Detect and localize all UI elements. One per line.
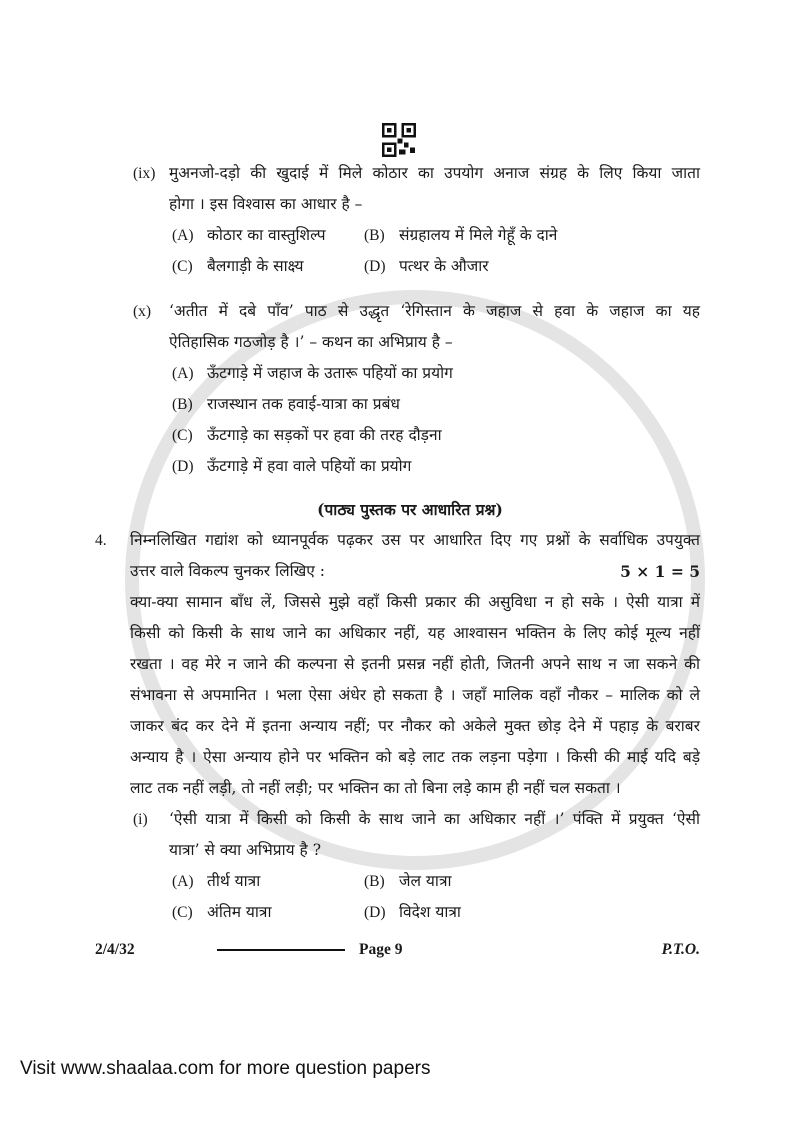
option-a [172, 358, 700, 389]
options [172, 866, 700, 928]
option-text: कोठार का वास्तुशिल्प [207, 226, 326, 244]
option-label: (A) [172, 873, 194, 890]
option-d [172, 451, 700, 482]
question-number: (x) [133, 303, 152, 320]
option-label: (B) [172, 396, 193, 413]
option-c [172, 420, 700, 451]
option-label: (D) [364, 258, 386, 275]
option-label: (D) [364, 904, 386, 921]
option-text: ऊँटगाड़े का सड़कों पर हवा की तरह दौड़ना [207, 426, 442, 444]
passage-line: क्या-क्या सामान बाँध लें, जिससे मुझे वहाँ किसी प्रकार की असुविधा न हो सके । ऐसी यात्रा में [130, 593, 700, 611]
option-b [172, 389, 700, 420]
question-text: यात्रा’ से क्या अभिप्राय है ? [169, 841, 322, 859]
passage-line: अन्याय है । ऐसा अन्याय होने पर भक्तिन को बड़े लाट तक लड़ना पड़ेगा । किसी की माई यदि बड़े [130, 748, 700, 766]
question-4 [95, 525, 700, 804]
option-text: संग्रहालय में मिले गेहूँ के दाने [399, 226, 558, 244]
option-label: (C) [172, 258, 193, 275]
option-a [172, 220, 364, 251]
option-text: विदेश यात्रा [399, 903, 461, 921]
option-text: जेल यात्रा [399, 872, 452, 890]
question-x [133, 296, 700, 482]
question-text: मुअनजो-दड़ो की खुदाई में मिले कोठार का उपयोग अनाज संग्रह के लिए किया जाता [169, 164, 700, 182]
question-text: ‘अतीत में दबे पाँव’ पाठ से उद्धृत ‘रेगिस्तान के जहाज से हवा के जहाज का यह [169, 302, 700, 320]
footer-divider [217, 949, 345, 951]
marks: 5 × 1 = 5 [620, 562, 700, 581]
passage-line: संभावना से अपमानित । भला ऐसा अंधेर हो सकता है । जहाँ मालिक वहाँ नौकर – मालिक को ले [130, 686, 700, 704]
page-number: Page 9 [359, 941, 403, 958]
option-b [364, 220, 700, 251]
option-text: ऊँटगाड़े में जहाज के उतारू पहियों का प्रयोग [207, 364, 453, 382]
page-footer [95, 934, 700, 965]
site-banner-link[interactable]: Visit www.shaalaa.com for more question papers [20, 1058, 431, 1079]
option-text: अंतिम यात्रा [207, 903, 272, 921]
question-text: निम्नलिखित गद्यांश को ध्यानपूर्वक पढ़कर उस पर आधारित दिए गए प्रश्नों के सर्वाधिक उपयुक्त [130, 531, 700, 549]
question-text: उत्तर वाले विकल्प चुनकर लिखिए : [130, 562, 326, 580]
option-c [172, 251, 364, 282]
option-text: ऊँटगाड़े में हवा वाले पहियों का प्रयोग [207, 457, 412, 475]
passage-line: रखता । वह मेरे न जाने की कल्पना से इतनी प्रसन्न नहीं होती, जितनी अपने साथ न जा सकने की [130, 655, 700, 673]
option-label: (D) [172, 458, 194, 475]
question-ix [133, 158, 700, 282]
passage-line: लाट तक नहीं लड़ी, तो नहीं लड़ी; पर भक्तिन का तो बिना लड़े काम ही नहीं चल सकता । [130, 779, 621, 797]
question-text: ऐतिहासिक गठजोड़ है ।’ – कथन का अभिप्राय है – [169, 333, 453, 351]
option-label: (B) [364, 873, 385, 890]
option-c [172, 897, 364, 928]
option-text: राजस्थान तक हवाई-यात्रा का प्रबंध [207, 395, 400, 413]
paper-code: 2/4/32 [95, 941, 135, 958]
options [172, 220, 700, 282]
option-label: (C) [172, 427, 193, 444]
question-text: ‘ऐसी यात्रा में किसी को किसी के साथ जाने का अधिकार नहीं ।’ पंक्ति में प्रयुक्त ‘ऐसी [169, 810, 700, 828]
option-text: तीर्थ यात्रा [207, 872, 261, 890]
question-number: 4. [95, 532, 107, 549]
option-label: (A) [172, 365, 194, 382]
passage-line: जाकर बंद कर देने में इतना अन्याय नहीं; पर नौकर को अकेले मुक्त छोड़ देने में पहाड़ के बराबर [130, 717, 700, 735]
option-label: (A) [172, 227, 194, 244]
option-label: (C) [172, 904, 193, 921]
passage-line: किसी को किसी के साथ जाने का अधिकार नहीं, यह आश्वासन भक्तिन के लिए कोई मूल्य नहीं [130, 624, 700, 642]
option-text: बैलगाड़ी के साक्ष्य [207, 257, 304, 275]
option-d [364, 251, 700, 282]
passage [130, 587, 700, 804]
section-heading: (पाठ्य पुस्तक पर आधारित प्रश्न) [317, 500, 503, 519]
option-d [364, 897, 700, 928]
option-label: (B) [364, 227, 385, 244]
option-b [364, 866, 700, 897]
pto-label: P.T.O. [661, 941, 700, 958]
question-number: (i) [133, 811, 148, 828]
option-a [172, 866, 364, 897]
option-text: पत्थर के औजार [399, 257, 489, 275]
options [172, 358, 700, 482]
question-text: होगा । इस विश्वास का आधार है – [169, 195, 363, 213]
question-4-i [133, 804, 700, 928]
question-number: (ix) [133, 165, 156, 182]
